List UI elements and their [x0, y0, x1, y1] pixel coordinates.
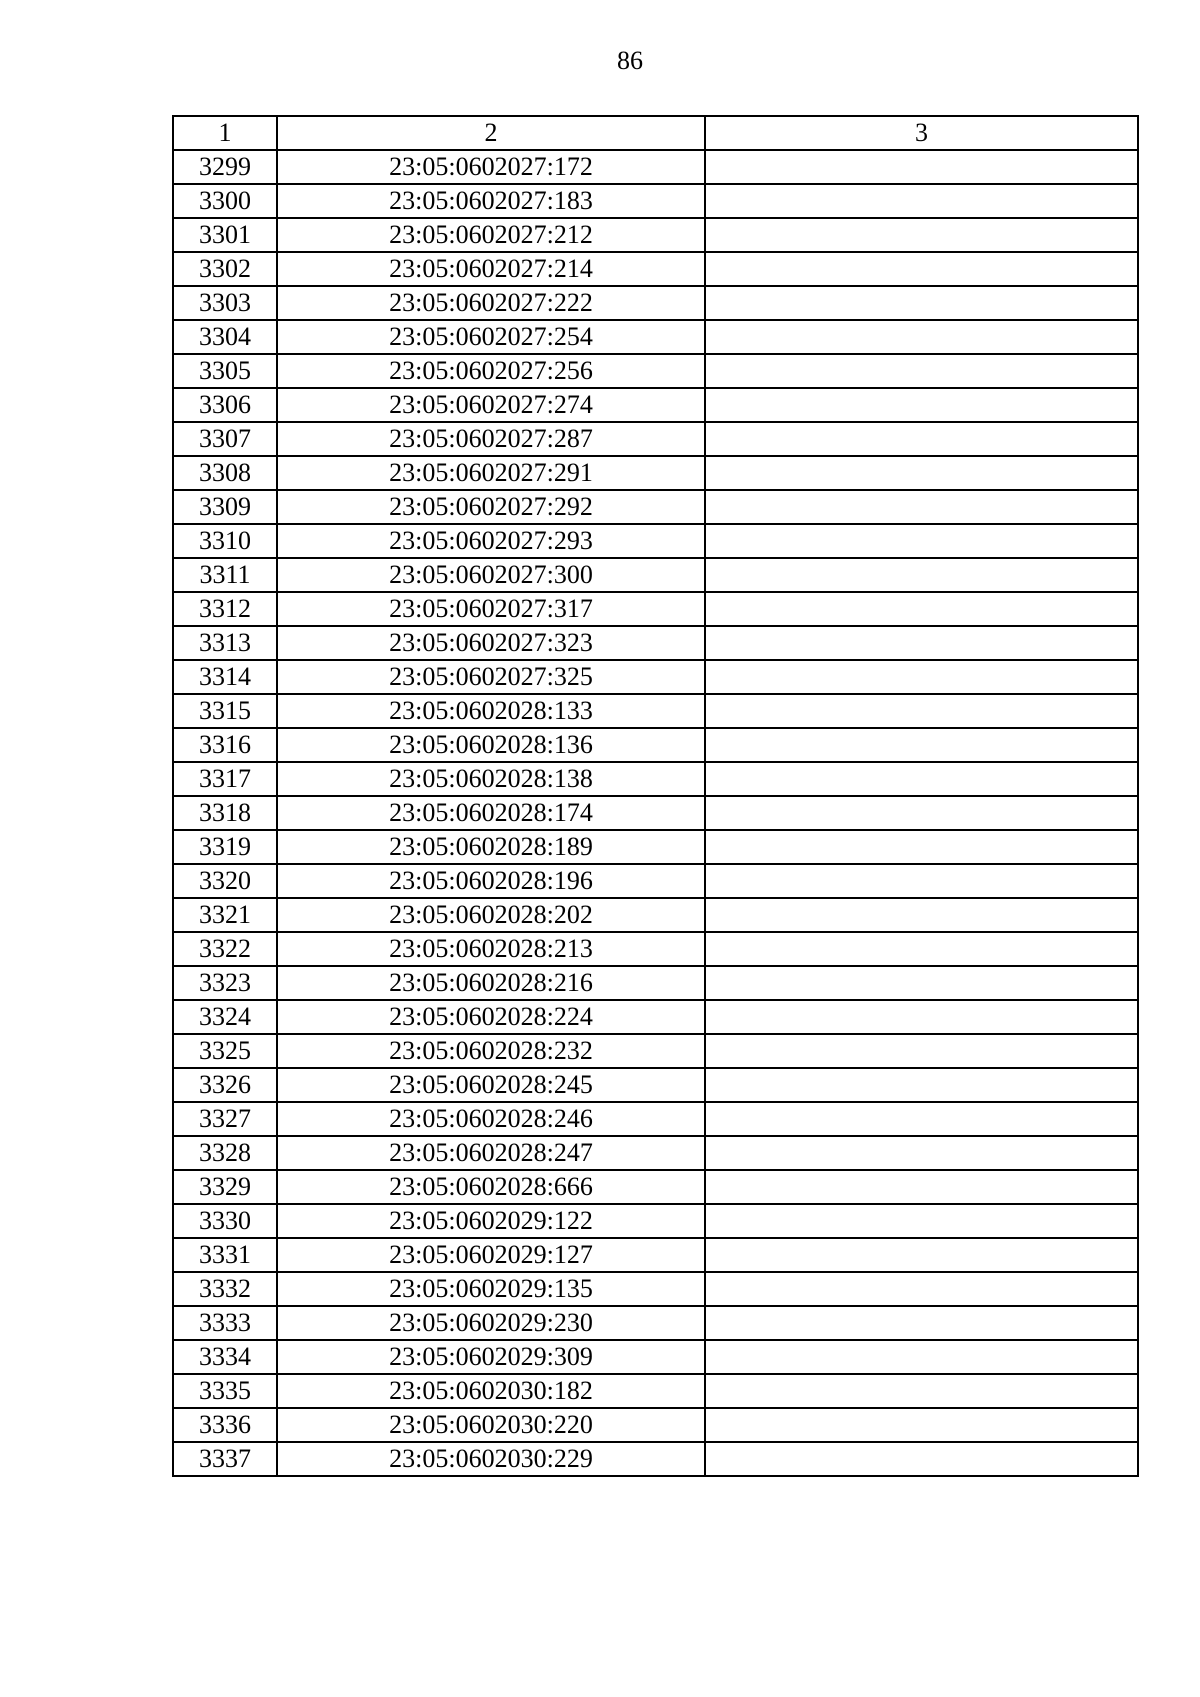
note-cell [705, 762, 1138, 796]
table-row [173, 1034, 1138, 1068]
table-row [173, 1238, 1138, 1272]
note-cell [705, 184, 1138, 218]
note-cell [705, 796, 1138, 830]
row-number-cell: 3315 [173, 694, 277, 728]
note-cell [705, 694, 1138, 728]
cadastral-number-cell: 23:05:0602029:309 [277, 1340, 705, 1374]
cadastral-number-cell: 23:05:0602028:246 [277, 1102, 705, 1136]
table-row [173, 1306, 1138, 1340]
cadastral-number-cell: 23:05:0602028:232 [277, 1034, 705, 1068]
table-row [173, 1374, 1138, 1408]
table-row [173, 1442, 1138, 1476]
table-row [173, 1272, 1138, 1306]
header-cell-2: 2 [277, 116, 705, 150]
row-number-cell: 3319 [173, 830, 277, 864]
note-cell [705, 456, 1138, 490]
table-row [173, 1340, 1138, 1374]
row-number-cell: 3307 [173, 422, 277, 456]
table-row [173, 150, 1138, 184]
table-row [173, 966, 1138, 1000]
cadastral-number-cell: 23:05:0602028:245 [277, 1068, 705, 1102]
table-row [173, 524, 1138, 558]
row-number-cell: 3309 [173, 490, 277, 524]
table-row [173, 1102, 1138, 1136]
note-cell [705, 252, 1138, 286]
row-number-cell: 3335 [173, 1374, 277, 1408]
table-row [173, 830, 1138, 864]
cadastral-number-cell: 23:05:0602028:224 [277, 1000, 705, 1034]
cadastral-number-cell: 23:05:0602028:196 [277, 864, 705, 898]
row-number-cell: 3322 [173, 932, 277, 966]
cadastral-number-cell: 23:05:0602028:138 [277, 762, 705, 796]
table-row [173, 422, 1138, 456]
note-cell [705, 388, 1138, 422]
cadastral-number-cell: 23:05:0602027:287 [277, 422, 705, 456]
row-number-cell: 3316 [173, 728, 277, 762]
cadastral-number-cell: 23:05:0602028:174 [277, 796, 705, 830]
note-cell [705, 320, 1138, 354]
cadastral-number-cell: 23:05:0602028:247 [277, 1136, 705, 1170]
row-number-cell: 3333 [173, 1306, 277, 1340]
note-cell [705, 1374, 1138, 1408]
cadastral-number-cell: 23:05:0602027:214 [277, 252, 705, 286]
row-number-cell: 3304 [173, 320, 277, 354]
note-cell [705, 558, 1138, 592]
table-row [173, 456, 1138, 490]
note-cell [705, 592, 1138, 626]
note-cell [705, 626, 1138, 660]
note-cell [705, 286, 1138, 320]
row-number-cell: 3331 [173, 1238, 277, 1272]
row-number-cell: 3302 [173, 252, 277, 286]
table-row [173, 252, 1138, 286]
table-row [173, 1204, 1138, 1238]
note-cell [705, 1272, 1138, 1306]
cadastral-number-cell: 23:05:0602030:220 [277, 1408, 705, 1442]
row-number-cell: 3311 [173, 558, 277, 592]
row-number-cell: 3330 [173, 1204, 277, 1238]
cadastral-number-cell: 23:05:0602029:127 [277, 1238, 705, 1272]
table-header [173, 116, 1138, 150]
header-cell-1: 1 [173, 116, 277, 150]
page-number: 86 [617, 46, 643, 75]
table-row [173, 864, 1138, 898]
note-cell [705, 150, 1138, 184]
cadastral-number-cell: 23:05:0602030:182 [277, 1374, 705, 1408]
table-row [173, 388, 1138, 422]
cadastral-number-cell: 23:05:0602027:274 [277, 388, 705, 422]
cadastral-number-cell: 23:05:0602028:136 [277, 728, 705, 762]
header-row [173, 116, 1138, 150]
note-cell [705, 354, 1138, 388]
table-row [173, 286, 1138, 320]
note-cell [705, 1238, 1138, 1272]
cadastral-number-cell: 23:05:0602027:300 [277, 558, 705, 592]
row-number-cell: 3327 [173, 1102, 277, 1136]
row-number-cell: 3318 [173, 796, 277, 830]
row-number-cell: 3332 [173, 1272, 277, 1306]
cadastral-number-cell: 23:05:0602028:202 [277, 898, 705, 932]
note-cell [705, 1000, 1138, 1034]
row-number-cell: 3310 [173, 524, 277, 558]
cadastral-number-cell: 23:05:0602029:122 [277, 1204, 705, 1238]
row-number-cell: 3314 [173, 660, 277, 694]
table-row [173, 762, 1138, 796]
note-cell [705, 490, 1138, 524]
row-number-cell: 3328 [173, 1136, 277, 1170]
row-number-cell: 3308 [173, 456, 277, 490]
cadastral-number-cell: 23:05:0602027:323 [277, 626, 705, 660]
cadastral-number-cell: 23:05:0602029:230 [277, 1306, 705, 1340]
cadastral-number-cell: 23:05:0602028:213 [277, 932, 705, 966]
data-table [172, 115, 1139, 1477]
cadastral-number-cell: 23:05:0602028:216 [277, 966, 705, 1000]
row-number-cell: 3301 [173, 218, 277, 252]
cadastral-number-cell: 23:05:0602027:292 [277, 490, 705, 524]
row-number-cell: 3306 [173, 388, 277, 422]
table-row [173, 558, 1138, 592]
cadastral-number-cell: 23:05:0602027:212 [277, 218, 705, 252]
note-cell [705, 1204, 1138, 1238]
note-cell [705, 830, 1138, 864]
table-row [173, 1408, 1138, 1442]
note-cell [705, 898, 1138, 932]
cadastral-number-cell: 23:05:0602028:666 [277, 1170, 705, 1204]
row-number-cell: 3300 [173, 184, 277, 218]
row-number-cell: 3312 [173, 592, 277, 626]
note-cell [705, 218, 1138, 252]
note-cell [705, 1170, 1138, 1204]
cadastral-number-cell: 23:05:0602027:317 [277, 592, 705, 626]
cadastral-number-cell: 23:05:0602027:293 [277, 524, 705, 558]
note-cell [705, 966, 1138, 1000]
note-cell [705, 1442, 1138, 1476]
row-number-cell: 3323 [173, 966, 277, 1000]
note-cell [705, 422, 1138, 456]
table-row [173, 184, 1138, 218]
table-row [173, 320, 1138, 354]
header-cell-3: 3 [705, 116, 1138, 150]
row-number-cell: 3334 [173, 1340, 277, 1374]
row-number-cell: 3325 [173, 1034, 277, 1068]
table-row [173, 354, 1138, 388]
row-number-cell: 3299 [173, 150, 277, 184]
cadastral-number-cell: 23:05:0602027:256 [277, 354, 705, 388]
row-number-cell: 3320 [173, 864, 277, 898]
table-row [173, 898, 1138, 932]
cadastral-number-cell: 23:05:0602027:183 [277, 184, 705, 218]
row-number-cell: 3329 [173, 1170, 277, 1204]
table-row [173, 796, 1138, 830]
note-cell [705, 932, 1138, 966]
cadastral-number-cell: 23:05:0602027:172 [277, 150, 705, 184]
table-row [173, 1000, 1138, 1034]
row-number-cell: 3321 [173, 898, 277, 932]
row-number-cell: 3303 [173, 286, 277, 320]
cadastral-number-cell: 23:05:0602030:229 [277, 1442, 705, 1476]
table-row [173, 694, 1138, 728]
note-cell [705, 1034, 1138, 1068]
row-number-cell: 3337 [173, 1442, 277, 1476]
cadastral-number-cell: 23:05:0602027:291 [277, 456, 705, 490]
cadastral-number-cell: 23:05:0602029:135 [277, 1272, 705, 1306]
row-number-cell: 3313 [173, 626, 277, 660]
table-row [173, 626, 1138, 660]
note-cell [705, 1102, 1138, 1136]
cadastral-number-cell: 23:05:0602027:325 [277, 660, 705, 694]
note-cell [705, 660, 1138, 694]
table-row [173, 1170, 1138, 1204]
table-row [173, 1068, 1138, 1102]
row-number-cell: 3317 [173, 762, 277, 796]
note-cell [705, 1306, 1138, 1340]
cadastral-number-cell: 23:05:0602028:133 [277, 694, 705, 728]
table-row [173, 1136, 1138, 1170]
cadastral-number-cell: 23:05:0602027:254 [277, 320, 705, 354]
row-number-cell: 3305 [173, 354, 277, 388]
table-body [173, 150, 1138, 1476]
table-row [173, 592, 1138, 626]
table-row [173, 728, 1138, 762]
note-cell [705, 1340, 1138, 1374]
row-number-cell: 3324 [173, 1000, 277, 1034]
note-cell [705, 1136, 1138, 1170]
table-row [173, 218, 1138, 252]
note-cell [705, 864, 1138, 898]
note-cell [705, 1408, 1138, 1442]
cadastral-number-cell: 23:05:0602027:222 [277, 286, 705, 320]
row-number-cell: 3336 [173, 1408, 277, 1442]
table-row [173, 932, 1138, 966]
note-cell [705, 1068, 1138, 1102]
note-cell [705, 524, 1138, 558]
table-row [173, 660, 1138, 694]
row-number-cell: 3326 [173, 1068, 277, 1102]
table-row [173, 490, 1138, 524]
note-cell [705, 728, 1138, 762]
cadastral-number-cell: 23:05:0602028:189 [277, 830, 705, 864]
